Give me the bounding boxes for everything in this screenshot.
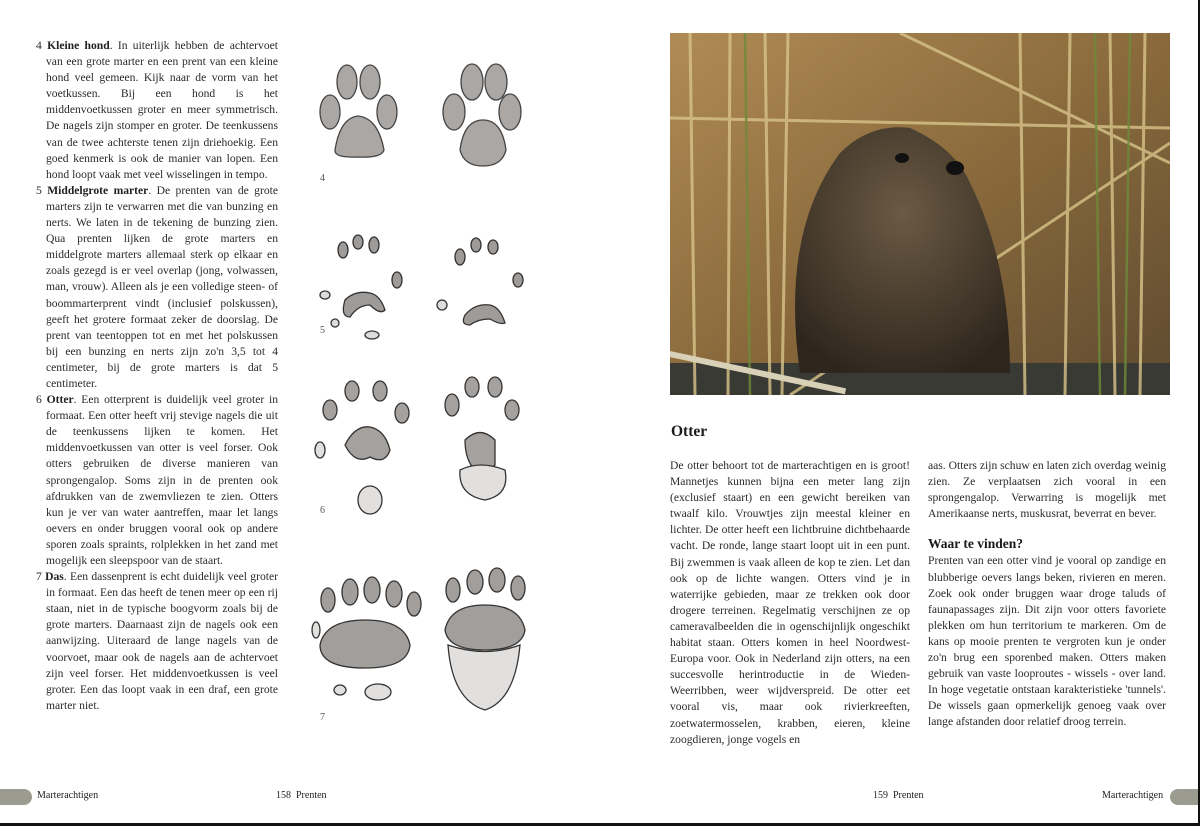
list-item [36, 183, 278, 392]
text-column-1 [670, 458, 910, 748]
footer-page [276, 790, 327, 801]
chapter-name: Prenten [296, 790, 327, 801]
item-text: . De prenten van de grote marters zijn te verwarren met die van bunzing en nerts. We laten in de tekening de bunzing zien. Qua prenten lijken de grote marters en middelgrote marters allemaal sterk op elkaar en zoals gezegd is er veel overlap (jong, volwassen, man, vrouw). Alleen als je een volledige steen- of boommarterprent vindt (inclusief polskussen), geeft het grotere formaat zeker de doorslag. De prent van teentoppen tot en met het polskussen bij een bunzing en nerts zijn zo'n 3,5 tot 4 centimeter, bij de grote marters is dat 5 centimeter. [46, 183, 278, 390]
footprint-dog [300, 40, 535, 200]
section-tab [0, 789, 32, 805]
item-text: . Een dassenprent is echt duidelijk veel groter in formaat. Een das heeft de tenen meer op een rij staan, niet in de typische boogvorm zoals bij de grote marters. Daarnaast zijn de nagels ook een aanwijzing. Uiteraard de lange nagels van de voorvoet, maar ook de nagels aan de achtervoet zijn veel forser. Het middenvoetkussen is veel groter. Een das loopt vaak in een draf, een grote marter niet. [46, 570, 278, 712]
footprint-illustrations [300, 40, 535, 730]
list-item [36, 569, 278, 714]
item-number: 5 [36, 183, 42, 197]
list-item [36, 38, 278, 183]
item-text: . In uiterlijk hebben de achtervoet van een grote marter en een prent van een kleine hond veel gemeen. Kijk naar de vorm van het voetkussen. Bij een hond is het middenvoetkussen groter en meer symmetrisch. De nagels zijn stomper en groter. De teenkussens van de twee achterste tenen zijn driehoekig. Een goed kenmerk is ook de manier van lopen. Een hond loopt vaak met veel wisselingen in tempo. [46, 39, 278, 181]
intro-paragraph-continued: aas. Otters zijn schuw en laten zich overdag weinig zien. Ze verplaatsen zich vooral in een sprongengalop. Verwarring is mogelijk met Amerikaanse nerts, muskusrat, beverrat en bever. [928, 459, 1166, 521]
footprint-badger [300, 550, 535, 730]
footprint-polecat [300, 205, 535, 375]
item-text: . Een otterprent is duidelijk veel groter in formaat. Een otter heeft vrij stevige nagels die uit de teenkussens lijken te komen. Het middenvoetkussen van otter is veel forser. Ook otters gebruiken de diverse manieren van sprongengalop. Soms zijn in de prenten ook afdrukken van de zwemvliezen te zien. Otters kun je ver van water aantreffen, maar let langs oevers en onder bruggen vooral ook op andere sporen zoals spraints, rolplekken in het zand met mogelijk een sleepspoor van de staart. [46, 393, 278, 567]
footer-section: Marterachtigen [1102, 790, 1164, 801]
item-term: Otter [46, 393, 74, 407]
item-term: Das [45, 570, 64, 584]
intro-paragraph: De otter behoort tot de marterachtigen en is groot! Mannetjes kunnen bijna een meter lang zijn (exclusief staart) en een gewicht bereiken van twaalf kilo. Vrouwtjes zijn meestal kleiner en lichter. De otter heeft een lichtbruine dichtbehaarde vacht. De ronde, lange staart loopt uit in een punt. Bij zwemmen is vaak alleen de kop te zien. Let dan ook op de lichte wangen. Otters vind je in waterrijke gebieden, maar ze trekken ook door drogere terreinen. Regelmatig verschijnen ze op cameravalbeelden die in ogenschijnlijk ongeschikt habitat staan. Otters komen in heel Noordwest-Europa voor. Ook in Nederland zijn otters, na een succesvolle herintroductie in de Wieden-Weerribben, weer wijdverspreid. De otter eet vooral vis, maar ook rivierkreeften, zoetwatermosselen, krabben, eieren, kleine zoogdieren, jonge vogels en [670, 459, 910, 746]
footprint-otter [300, 375, 535, 550]
section-title: Otter [671, 423, 708, 440]
otter-photo [670, 33, 1170, 395]
item-number: 4 [36, 39, 42, 52]
list-item [36, 392, 278, 569]
footprint-descriptions [36, 38, 278, 714]
page-number: 159 [873, 790, 888, 801]
text-column-2 [928, 458, 1166, 731]
item-number: 7 [36, 570, 42, 584]
page-number: 158 [276, 790, 291, 801]
habitat-paragraph: Prenten van een otter vind je vooral op zandige en blubberige oevers langs beken, rivieren en meren. Zoek ook onder bruggen waar droge taluds of faunapassages zijn. Dit zijn voor otters favoriete plekken om hun territorium te markeren. Om de kans op mooie prenten te vergroten kun je onder zo'n brug een sporenbed maken. Otters maken gebruik van vaste looproutes - wissels - over land. In hoge vegetatie ontstaan karakteristieke 'tunnels'. De wissels gaan opmerkelijk genoeg vaak over lange afstanden door relatief droog terrein. [928, 554, 1166, 729]
item-term: Middelgrote marter [47, 183, 149, 197]
figure-label: 4 [320, 173, 325, 184]
chapter-name: Prenten [893, 790, 924, 801]
item-term: Kleine hond [47, 39, 110, 52]
footer-page [873, 790, 924, 801]
section-tab [1170, 789, 1200, 805]
figure-label: 7 [320, 712, 325, 723]
footer-section: Marterachtigen [37, 790, 99, 801]
subheading: Waar te vinden? [928, 536, 1024, 552]
figure-label: 5 [320, 325, 325, 336]
figure-label: 6 [320, 505, 325, 516]
item-number: 6 [36, 393, 42, 407]
